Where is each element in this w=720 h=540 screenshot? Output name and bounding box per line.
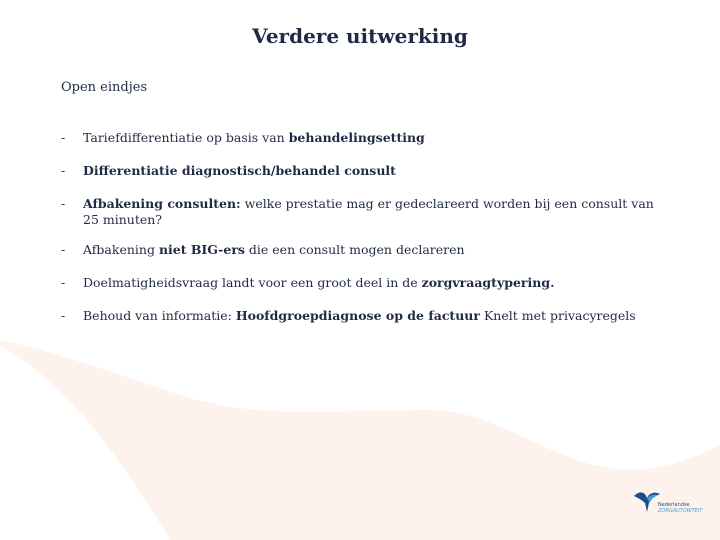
bullet-text: welke prestatie mag er gedeclareerd worden bij een consult van 25 minuten?: [83, 196, 654, 227]
bullet-dash: -: [61, 196, 66, 211]
bullet-emphasis: Afbakening consulten:: [83, 196, 241, 211]
bullet-dash: -: [61, 275, 66, 290]
bullet-text: Tariefdifferentiatie op basis van: [83, 130, 289, 145]
logo-line2: ZORGAUTORITEIT: [658, 508, 703, 514]
organization-logo: [632, 486, 703, 526]
bullet-item: [61, 163, 661, 179]
bullet-text: Knelt met privacyregels: [479, 308, 636, 323]
bullet-dash: -: [61, 242, 66, 257]
bullet-item: [61, 308, 661, 324]
bullet-emphasis: zorgvraagtypering.: [421, 275, 555, 290]
bullet-text: Doelmatigheidsvraag landt voor een groot deel in de: [83, 275, 422, 290]
bullet-dash: -: [61, 308, 66, 323]
bullet-item: [61, 242, 661, 258]
bullet-dash: -: [61, 130, 66, 145]
slide-title: Verdere uitwerking: [252, 24, 468, 48]
bullet-emphasis: Differentiatie diagnostisch/behandel consult: [83, 163, 396, 178]
bullet-text: die een consult mogen declareren: [244, 242, 465, 257]
bullet-list: [61, 130, 661, 324]
bullet-emphasis: behandelingsetting: [288, 130, 425, 145]
bullet-item: [61, 275, 661, 291]
bullet-emphasis: niet BIG-ers: [158, 242, 245, 257]
bullet-dash: -: [61, 163, 66, 178]
logo-line1: Nederlandse: [658, 502, 690, 508]
bullet-emphasis: Hoofdgroepdiagnose op de factuur: [235, 308, 480, 323]
bullet-text: Behoud van informatie:: [83, 308, 236, 323]
section-subtitle: Open eindjes: [61, 80, 148, 95]
bullet-item: [61, 196, 661, 228]
logo-wordmark: [658, 502, 702, 514]
bullet-text: Afbakening: [83, 242, 159, 257]
bullet-item: [61, 130, 661, 146]
